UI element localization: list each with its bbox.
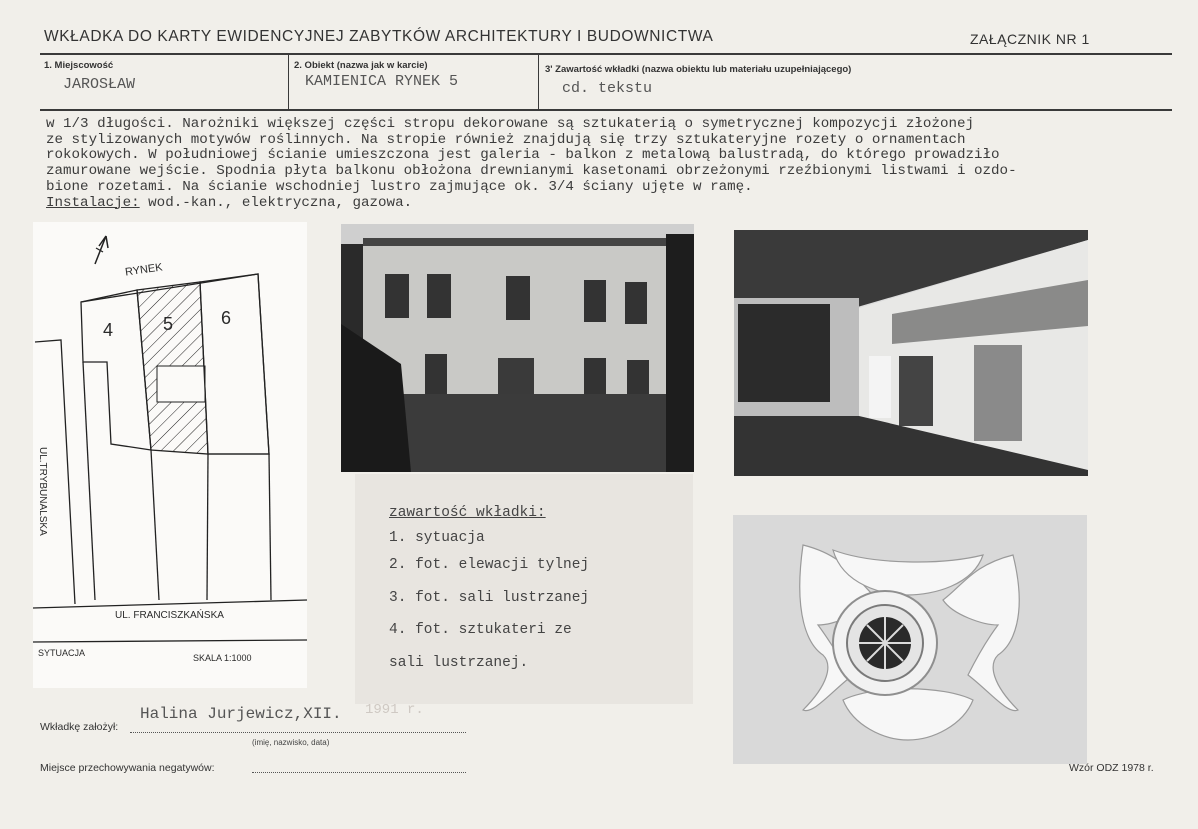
street-label-trybunalska: UL.TRYBUNALSKA: [37, 447, 48, 536]
plan-scale: SKALA 1:1000: [193, 653, 252, 663]
plot-6-label: 6: [221, 308, 232, 328]
text-line: rokokowych. W południowej ścianie umieszczona jest galeria - balkon z metalową balustradą, do którego prowadziło: [46, 147, 1000, 164]
mirror-hall-image: [734, 230, 1088, 476]
photo-stucco-rosette: [733, 515, 1087, 764]
contents-item: 3. fot. sali lustrzanej: [389, 590, 590, 606]
contents-item: sali lustrzanej.: [389, 655, 529, 671]
negatives-label: Miejsce przechowywania negatywów:: [40, 762, 215, 774]
made-by-caption: (imię, nazwisko, data): [252, 738, 330, 747]
contents-title: zawartość wkładki:: [389, 505, 546, 521]
stucco-rosette-image: [733, 515, 1087, 764]
content-label: 3' Zawartość wkładki (nazwa obiektu lub materiału uzupełniającego): [545, 64, 852, 75]
description-text: [46, 117, 1166, 211]
plot-5-label: 5: [163, 314, 174, 334]
installations-line: [46, 196, 1166, 212]
locality-value: JAROSŁAW: [63, 76, 136, 93]
made-by-year: 1991 r.: [365, 702, 424, 718]
document-title: WKŁADKA DO KARTY EWIDENCYJNEJ ZABYTKÓW ARCHITEKTURY I BUDOWNICTWA: [44, 28, 714, 45]
installations-value: wod.-kan., elektryczna, gazowa.: [139, 194, 413, 211]
text-line: zamurowane wejście. Spodnia płyta balkonu obłożona drewnianymi kasetonami obrzeżonymi rzeźbionymi listwami i ozdo-: [46, 163, 1017, 180]
text-line: ze stylizowanych motywów roślinnych. Na stropie również znajdują się trzy sztukateryjne rozety o ornamentach: [46, 131, 966, 148]
contents-item: 1. sytuacja: [389, 530, 485, 546]
locality-label: 1. Miejscowość: [44, 60, 114, 71]
header-rule: [40, 53, 1172, 55]
made-by-label: Wkładkę założył:: [40, 721, 119, 733]
form-id: Wzór ODZ 1978 r.: [1069, 762, 1154, 774]
street-label-franciszkanska: UL. FRANCISZKAŃSKA: [115, 610, 224, 621]
contents-item: 4. fot. sztukateri ze: [389, 622, 572, 638]
text-line: w 1/3 długości. Narożniki większej części stropu dekorowane są sztukaterią o symetrycznej kompozycji złożonej: [46, 116, 975, 132]
fields-rule: [40, 109, 1172, 111]
installations-label: Instalacje:: [46, 194, 140, 211]
street-label-rynek: RYNEK: [124, 261, 164, 279]
negatives-line: [252, 772, 466, 773]
made-by-line: [130, 732, 466, 733]
text-line: bione rozetami. Na ścianie wschodniej lustro zajmujące ok. 3/4 ściany ujęte w ramę.: [46, 178, 753, 195]
object-value: KAMIENICA RYNEK 5: [305, 73, 459, 90]
contents-item: 2. fot. elewacji tylnej: [389, 557, 590, 573]
object-label: 2. Obiekt (nazwa jak w karcie): [294, 60, 428, 71]
made-by-value: Halina Jurjewicz,XII.: [140, 705, 342, 723]
content-value: cd. tekstu: [562, 80, 653, 97]
photo-rear-elevation: [341, 224, 694, 472]
north-arrow-icon: [95, 236, 108, 264]
plot-4-label: 4: [103, 320, 114, 340]
annex-number: ZAŁĄCZNIK NR 1: [970, 31, 1090, 47]
plan-caption: SYTUACJA: [38, 648, 86, 658]
site-plan: [33, 222, 307, 688]
rear-elevation-image: [341, 224, 694, 472]
field-divider-2: [538, 55, 539, 109]
field-divider-1: [288, 55, 289, 109]
photo-mirror-hall: [734, 230, 1088, 476]
